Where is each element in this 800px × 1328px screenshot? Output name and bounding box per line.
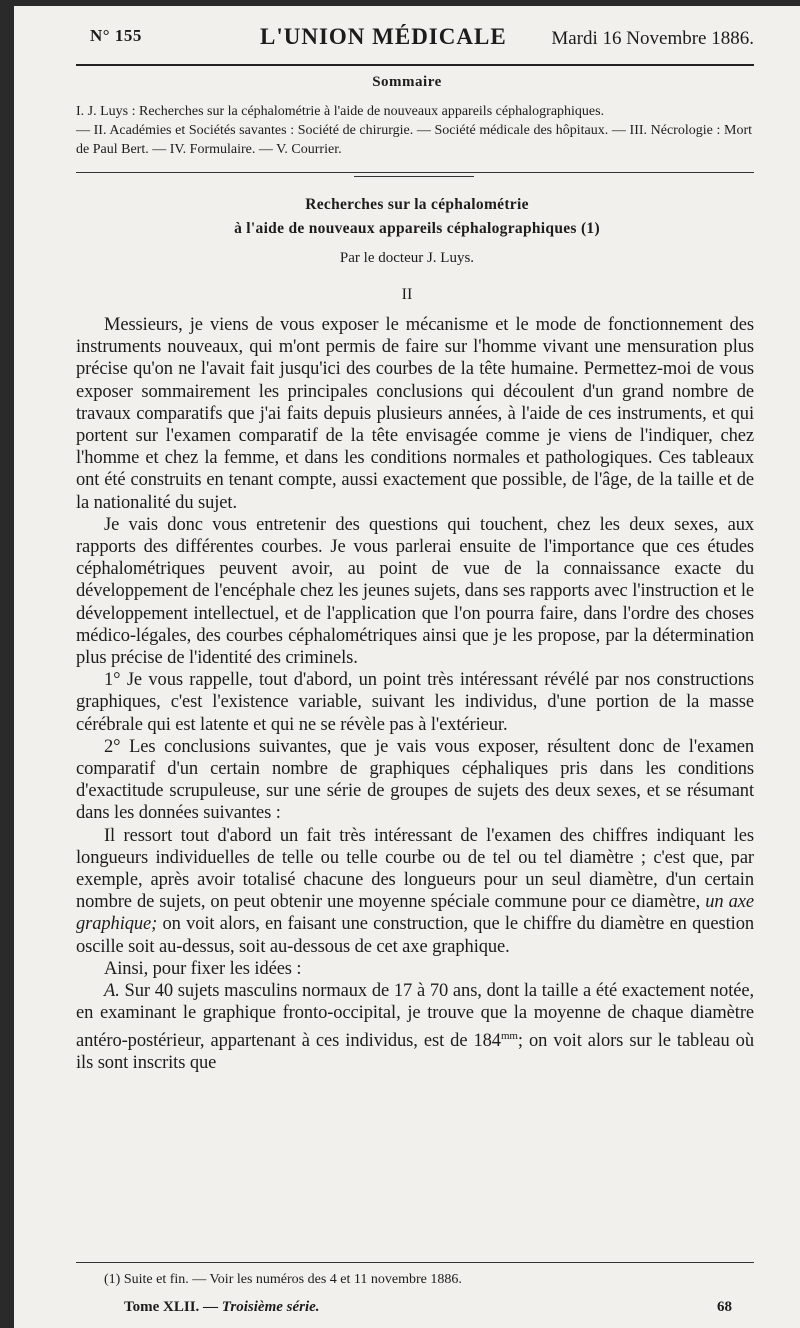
article-title-line-1: Recherches sur la céphalométrie: [305, 196, 529, 213]
journal-page: [14, 6, 800, 1328]
paragraph-7-label: A.: [104, 981, 120, 1002]
footnote: (1) Suite et fin. — Voir les numéros des 4 et 11 novembre 1886.: [104, 1272, 462, 1287]
journal-title: L'UNION MÉDICALE: [260, 24, 507, 49]
paragraph-5-text-end: on voit alors, en faisant une construction, que le chiffre du diamètre en question oscille soit au-dessus, soit au-dessous de cet axe graphique.: [76, 914, 754, 957]
header-rule: [76, 64, 754, 66]
summary-rule-short: [354, 176, 474, 177]
paragraph-5-text: Il ressort tout d'abord un fait très intéressant de l'examen des chiffres indiquant les longueurs individuelles de telle ou telle courbe ou de tel ou tel diamètre ; c'est que, par exemple, après avoir totalisé chacune des longueurs pour un seul diamètre, d'un certain nombre de sujets, on peut obtenir une moyenne spéciale commune pour ce diamètre,: [76, 825, 754, 913]
footnote-rule: [76, 1262, 754, 1263]
paragraph-6: Ainsi, pour fixer les idées :: [104, 958, 302, 979]
paragraph-2: Je vais donc vous entretenir des questions qui touchent, chez les deux sexes, aux rapports des différentes courbes. Je vous parlerai ensuite de l'importance que ces études céphalométriques peuvent avoir, au point de vue de la connaissance exacte du développement de l'encéphale chez les jeunes sujets, dans ses rapports avec l'instruction et le développement intellectuel, et de l'application que l'on pourra faire, dans l'ordre des choses médico-légales, des courbes céphalométriques ainsi que je les propose, par la détermination plus précise de l'identité des criminels.: [76, 514, 754, 669]
paragraph-5: [76, 825, 754, 958]
summary-item-2: — II. Académies et Sociétés savantes : Société de chirurgie. — Société médicale des hôpitaux. — III. Nécrologie : Mort de Paul Bert. — IV. Formulaire. — V. Courrier.: [76, 123, 752, 157]
page-number: 68: [717, 1299, 732, 1315]
paragraph-7-text: Sur 40 sujets masculins normaux de 17 à 70 ans, dont la taille a été exactement notée, en examinant le graphique fronto-occipital, je trouve que la moyenne de chaque diamètre antéro-postérieur, appartenant à ces individus, est de 184: [76, 981, 754, 1051]
summary-title: Sommaire: [372, 74, 442, 90]
paragraph-5-emphasis: un axe graphique;: [76, 892, 755, 935]
issue-date: Mardi 16 Novembre 1886.: [551, 28, 754, 49]
summary-item-1: I. J. Luys : Recherches sur la céphalométrie à l'aide de nouveaux appareils céphalographiques.: [76, 104, 605, 119]
series-label: Troisième série.: [221, 1299, 320, 1315]
summary-block: [76, 102, 752, 159]
summary-rule: [76, 172, 754, 173]
paragraph-4: 2° Les conclusions suivantes, que je vais vous exposer, résultent donc de l'examen comparatif d'un certain nombre de graphiques céphaliques pris dans les conditions d'exactitude scrupuleuse, sur une série de groupes de sujets des deux sexes, et se résumant dans les données suivantes :: [76, 736, 754, 824]
paragraph-7-unit: mm: [500, 1029, 518, 1042]
paragraph-1: Messieurs, je viens de vous exposer le mécanisme et le mode de fonctionnement des instruments nouveaux, qui m'ont permis de faire sur l'homme vivant une mensuration plus précise qu'on ne l'avait fait jusqu'ici des courbes de la tête humaine. Permettez-moi de vous exposer sommairement les principales conclusions qui découlent d'un grand nombre de travaux comparatifs que j'ai faits depuis plusieurs années, à l'aide de ces instruments, et qui portent sur l'examen comparatif de la tête envisagée comme je viens de l'indiquer, chez l'homme et chez la femme, et dans les conditions normales et pathologiques. Ces tableaux ont été construits en tenant compte, aussi exactement que possible, de l'âge, de la taille et de la nationalité du sujet.: [76, 315, 754, 513]
page-header: [90, 26, 754, 66]
article-byline: Par le docteur J. Luys.: [339, 250, 475, 266]
issue-number: N° 155: [90, 26, 142, 45]
section-number: II: [401, 286, 413, 303]
paragraph-7-text-end: ; on voit alors sur le tableau où ils sont inscrits que: [76, 1030, 754, 1073]
volume-label: Tome XLII. —: [124, 1299, 219, 1315]
page-footer: [124, 1299, 732, 1321]
paragraph-3: 1° Je vous rappelle, tout d'abord, un point très intéressant révélé par nos constructions graphiques, c'est l'existence variable, suivant les individus, d'une portion de la masse cérébrale qui est latente et qui ne se révèle pas à l'extérieur.: [76, 670, 754, 735]
paragraph-7: [76, 980, 754, 1074]
article-title-line-2: à l'aide de nouveaux appareils céphalographiques (1): [234, 220, 600, 237]
article-body: [76, 314, 754, 1074]
